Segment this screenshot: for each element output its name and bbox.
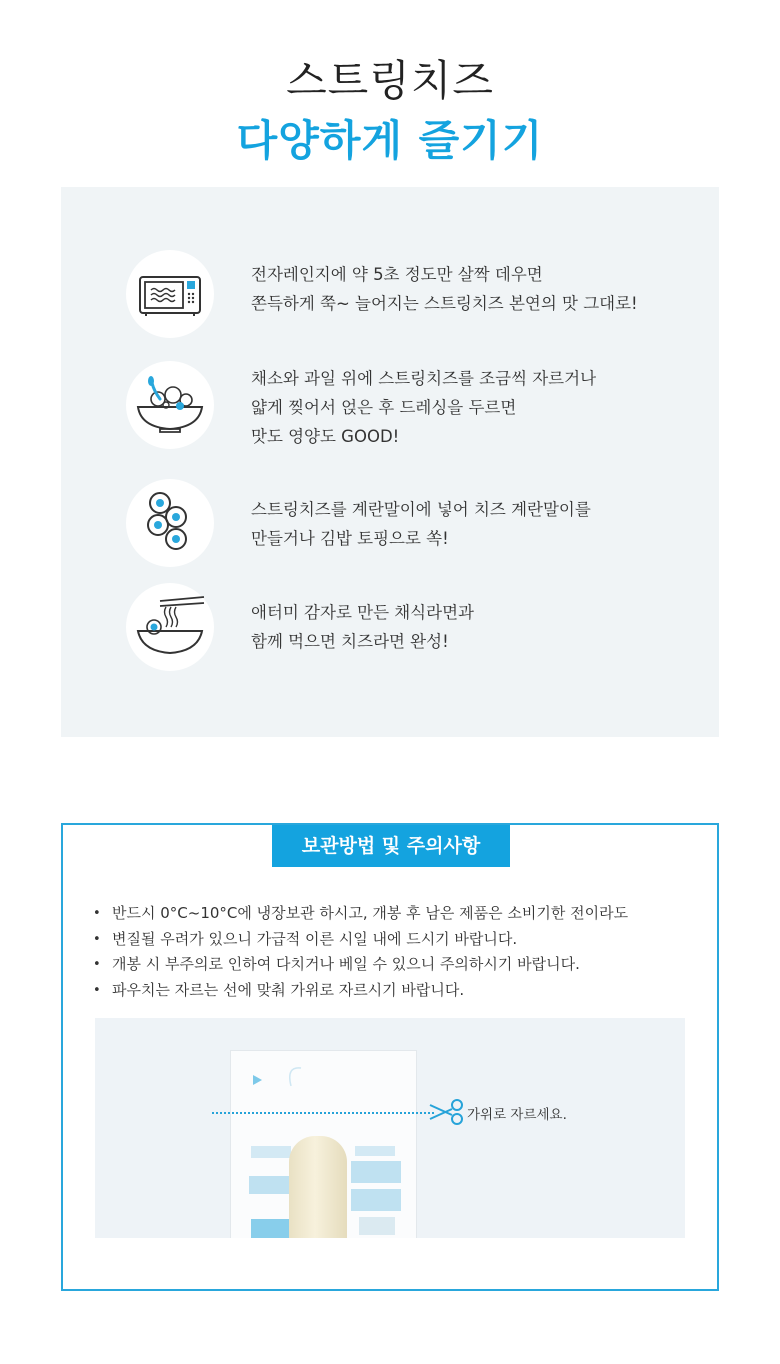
list-item-continuation: • 변질될 우려가 있으니 가급적 이른 시일 내에 드시기 바랍니다.	[93, 927, 628, 953]
tip-text: 채소와 과일 위에 스트링치즈를 조금씩 자르거나 얇게 찢어서 얹은 후 드레싱을 두르면 맛도 영양도 GOOD!	[251, 369, 597, 446]
tip-text: 스트링치즈를 계란말이에 넣어 치즈 계란말이를 만들거나 김밥 토핑으로 쏙!	[251, 500, 591, 548]
cut-guide-image	[95, 1018, 685, 1238]
cut-line	[212, 1112, 434, 1114]
notice-list	[93, 901, 628, 1003]
cheese-pouch	[230, 1050, 417, 1238]
list-item: • 개봉 시 부주의로 인하여 다치거나 베일 수 있으니 주의하시기 바랍니다.	[93, 952, 628, 978]
notice-box	[61, 823, 719, 1291]
salad-bowl-icon	[126, 361, 214, 449]
tip-text: 전자레인지에 약 5초 정도만 살짝 데우면 쫀득하게 쭉~ 늘어지는 스트링치즈 본연의 맛 그대로!	[251, 265, 638, 313]
list-item: • 파우치는 자르는 선에 맞춰 가위로 자르시기 바랍니다.	[93, 978, 628, 1004]
page-title: 스트링치즈	[286, 56, 494, 105]
scissors-icon	[428, 1098, 464, 1126]
cut-label: 가위로 자르세요.	[467, 1107, 567, 1123]
noodle-bowl-icon	[126, 583, 214, 671]
string-cheese	[289, 1136, 347, 1238]
page-subtitle: 다양하게 즐기기	[236, 116, 544, 165]
microwave-icon	[126, 250, 214, 338]
tips-panel	[61, 187, 719, 737]
tip-text: 애터미 감자로 만든 채식라면과 함께 먹으면 치즈라면 완성!	[251, 603, 474, 651]
cheese-rolls-icon	[126, 479, 214, 567]
notice-title: 보관방법 및 주의사항	[272, 825, 510, 867]
list-item: • 반드시 0°C~10°C에 냉장보관 하시고, 개봉 후 남은 제품은 소비기한 전이라도	[93, 901, 628, 927]
